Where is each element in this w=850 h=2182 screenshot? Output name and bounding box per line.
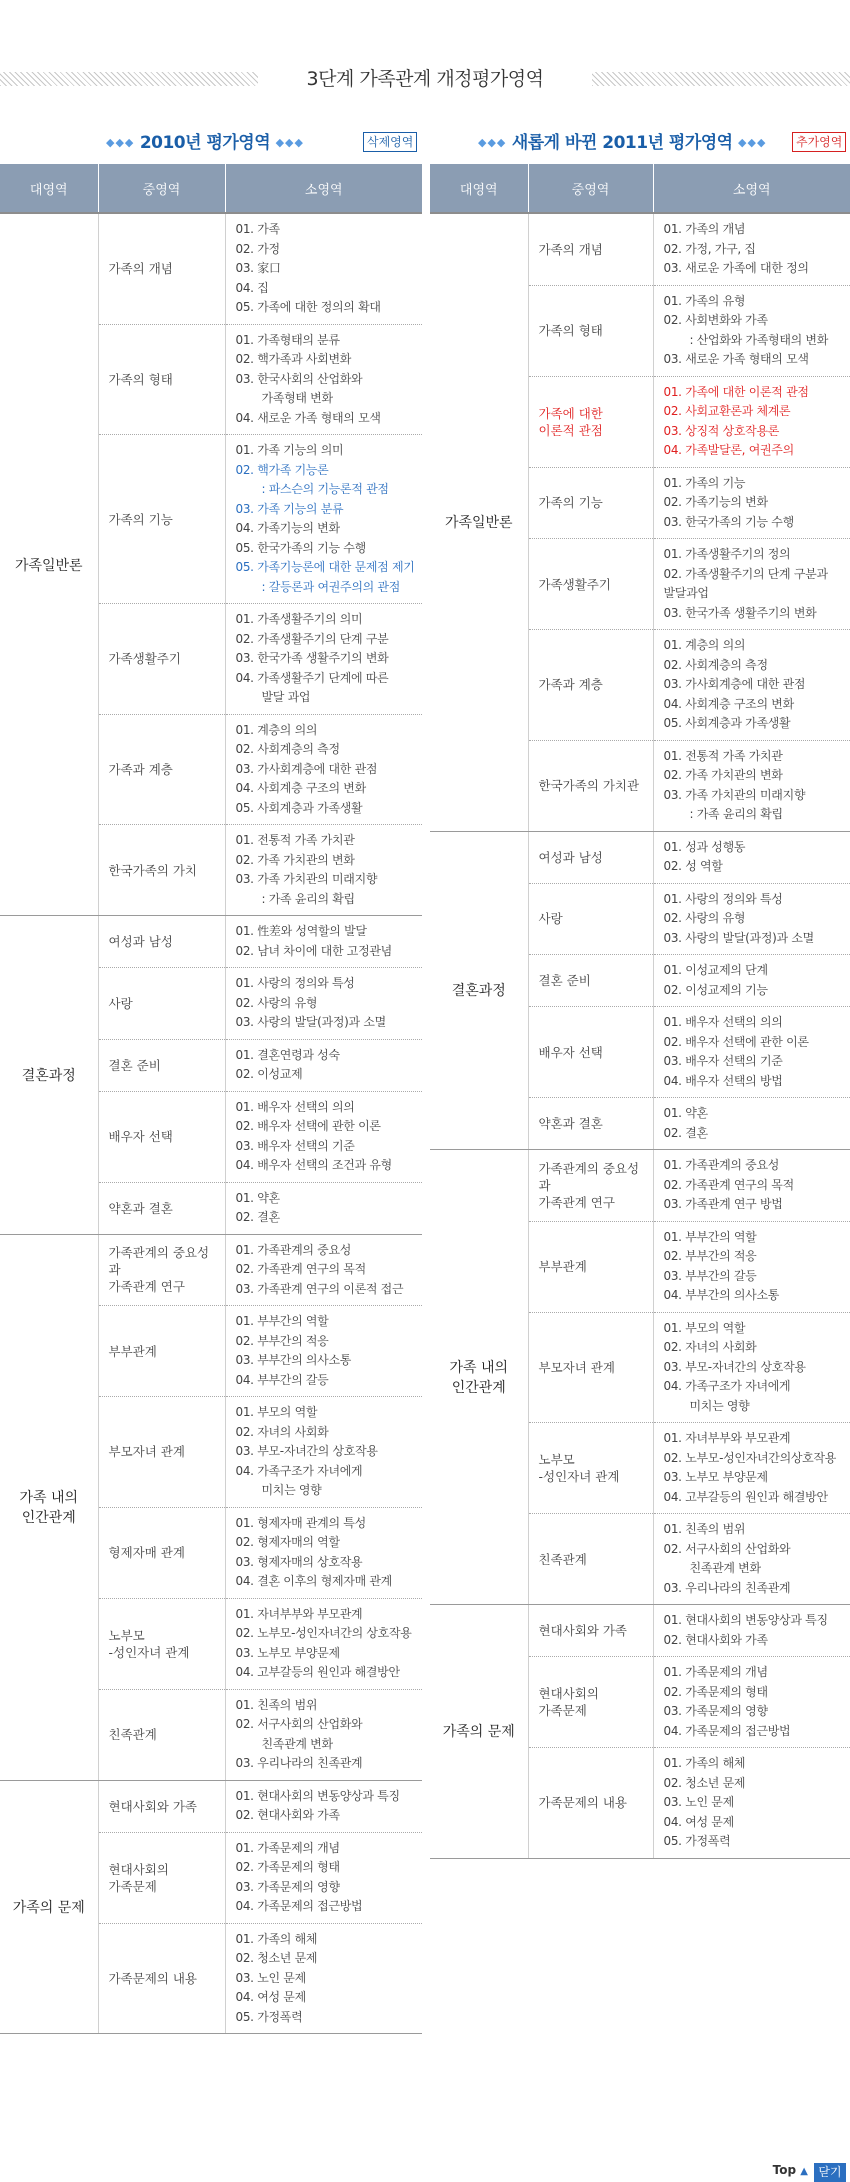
sub-area-item: 01. 성과 성행동	[663, 839, 746, 854]
mid-area-cell: 형제자매 관계	[98, 1507, 225, 1598]
sub-area-cell	[225, 1234, 422, 1306]
sub-area-cell	[225, 1507, 422, 1598]
added-area-badge: 추가영역	[792, 132, 846, 152]
mid-area-cell: 친족관계	[98, 1689, 225, 1780]
sub-area-cell	[225, 1091, 422, 1182]
sub-area-cell	[225, 825, 422, 916]
sub-area-cell	[225, 1780, 422, 1832]
mid-area-cell: 현대사회의 가족문제	[98, 1832, 225, 1923]
table-row	[430, 1605, 850, 1657]
sub-area-item: 01. 자녀부부와 부모관계	[235, 1606, 363, 1621]
major-area-cell: 가족의 문제	[0, 1780, 98, 2034]
sub-area-item: 02. 핵가족 기능론	[235, 462, 329, 477]
sub-area-item: : 갈등론과 여권주의의 관점	[261, 579, 400, 594]
sub-area-item: 04. 부부간의 의사소통	[663, 1288, 780, 1302]
sub-area-cell	[225, 435, 422, 604]
sub-area-item: 02. 가족 가치관의 변화	[235, 852, 355, 867]
table-row	[430, 831, 850, 883]
sub-area-item: 04. 고부갈등의 원인과 해결방안	[235, 1665, 400, 1679]
sub-area-cell	[225, 1039, 422, 1091]
mid-area-cell: 가족의 기능	[528, 467, 653, 539]
sub-area-item: 05. 가족에 대한 정의의 확대	[235, 300, 381, 314]
sub-area-item: 02. 사랑의 유형	[663, 911, 746, 925]
triangle-up-icon: ▲	[800, 2166, 808, 2177]
sub-area-cell	[653, 1098, 850, 1150]
sub-area-item: 02. 가족문제의 형태	[235, 1860, 340, 1874]
sub-area-item: 03. 家口	[235, 261, 281, 275]
sub-area-item: 04. 가족기능의 변화	[235, 521, 340, 535]
diamond-icon: ◆◆◆	[738, 136, 767, 149]
major-area-cell: 가족 내의 인간관계	[430, 1150, 528, 1605]
mid-area-cell: 부부관계	[98, 1306, 225, 1397]
right-title-text: 새롭게 바뀐 2011년 평가영역	[511, 133, 733, 153]
sub-area-item: 발달과업	[663, 586, 709, 600]
mid-area-cell: 가족과 계층	[528, 630, 653, 741]
table-row	[0, 916, 422, 968]
sub-area-cell	[653, 740, 850, 831]
sub-area-cell	[653, 955, 850, 1007]
mid-area-cell: 가족과 계층	[98, 714, 225, 825]
sub-area-cell	[225, 213, 422, 324]
sub-area-item: 01. 가족형태의 분류	[235, 332, 340, 347]
sub-area-item: 01. 전통적 가족 가치관	[663, 748, 783, 763]
sub-area-cell	[653, 1221, 850, 1312]
sub-area-item: 03. 배우자 선택의 기준	[235, 1138, 355, 1153]
sub-area-item: 친족관계 변화	[689, 1561, 761, 1575]
sub-area-item: 05. 가정폭력	[663, 1834, 731, 1848]
major-area-cell: 결혼과정	[0, 916, 98, 1235]
sub-area-item: 03. 한국가족 생활주기의 변화	[663, 605, 817, 620]
sub-area-item: 01. 현대사회의 변동양상과 특징	[663, 1613, 828, 1627]
sub-area-item: 02. 결혼	[235, 1210, 280, 1224]
sub-area-item: 01. 부부간의 역할	[663, 1229, 757, 1244]
sub-area-item: 01. 현대사회의 변동양상과 특징	[235, 1788, 400, 1803]
sub-area-item: 03. 노부모 부양문제	[663, 1470, 768, 1484]
sub-area-item: 03. 노인 문제	[663, 1795, 734, 1809]
sub-area-item: 01. 계층의 의의	[235, 722, 318, 737]
sub-area-cell	[653, 285, 850, 376]
sub-area-item: 04. 가족생활주기 단계에 따른	[235, 670, 389, 685]
sub-area-item: 03. 새로운 가족 형태의 모색	[663, 352, 809, 366]
sub-area-item: 01. 배우자 선택의 의의	[663, 1015, 783, 1029]
mid-area-cell: 가족생활주기	[98, 604, 225, 715]
title-hatch-right	[592, 72, 850, 86]
mid-area-cell: 가족의 개념	[528, 213, 653, 285]
footer	[650, 2163, 850, 2182]
left-section-title	[106, 128, 304, 153]
sub-area-item: 02. 가족기능의 변화	[663, 495, 768, 509]
sub-area-item: 01. 가족의 해체	[663, 1756, 746, 1770]
sub-area-cell	[653, 1657, 850, 1748]
close-button[interactable]: 닫기	[814, 2163, 846, 2182]
sub-area-cell	[225, 1832, 422, 1923]
sub-area-item: 01. 약혼	[235, 1190, 280, 1205]
sub-area-cell	[225, 1397, 422, 1508]
sub-area-item: 01. 가족문제의 개념	[663, 1665, 768, 1679]
mid-area-cell: 가족문제의 내용	[98, 1923, 225, 2034]
sub-area-cell	[225, 324, 422, 435]
mid-area-cell: 가족의 형태	[98, 324, 225, 435]
sub-area-item: : 가족 윤리의 확립	[689, 807, 783, 821]
sub-area-item: 01. 가족의 해체	[235, 1931, 318, 1946]
sub-area-cell	[653, 1423, 850, 1514]
deleted-area-badge: 삭제영역	[363, 132, 417, 152]
page-title: 3단계 가족관계 개정평가영역	[306, 68, 544, 90]
sub-area-item: 04. 부부간의 갈등	[235, 1372, 329, 1387]
sub-area-item: 04. 결혼 이후의 형제자매 관계	[235, 1574, 392, 1588]
sub-area-item: 03. 한국가족 생활주기의 변화	[235, 651, 389, 665]
mid-area-cell: 배우자 선택	[528, 1007, 653, 1098]
sub-area-item: 01. 계층의 의의	[663, 638, 746, 652]
sub-area-cell	[225, 1182, 422, 1234]
sub-area-item: 01. 약혼	[663, 1106, 708, 1120]
sub-area-item: 03. 부부간의 의사소통	[235, 1353, 352, 1367]
sub-area-item: 01. 가족 기능의 의미	[235, 443, 344, 457]
sub-area-item: 03. 사랑의 발달(과정)과 소멸	[663, 930, 814, 945]
major-area-cell: 가족일반론	[0, 213, 98, 916]
sub-area-item: 03. 노부모 부양문제	[235, 1645, 340, 1660]
col-header-mid: 중영역	[528, 164, 653, 213]
sub-area-item: 02. 핵가족과 사회변화	[235, 352, 352, 366]
sub-area-cell	[653, 467, 850, 539]
sub-area-item: 02. 가족 가치관의 변화	[663, 768, 783, 782]
sub-area-item: 05. 가정폭력	[235, 2009, 303, 2024]
sub-area-item: 01. 사랑의 정의와 특성	[235, 976, 355, 990]
sub-area-item: 02. 현대사회와 가족	[235, 1808, 340, 1822]
sub-area-item: 01. 부부간의 역할	[235, 1314, 329, 1328]
sub-area-item: 01. 가족문제의 개념	[235, 1840, 340, 1855]
table-row	[430, 1150, 850, 1222]
sub-area-cell	[225, 1306, 422, 1397]
mid-area-cell: 결혼 준비	[98, 1039, 225, 1091]
sub-area-item: 02. 노부모-성인자녀간의상호작용	[663, 1450, 837, 1465]
table-row	[0, 1780, 422, 1832]
mid-area-cell: 한국가족의 가치	[98, 825, 225, 916]
sub-area-item: 02. 가족관계 연구의 목적	[663, 1177, 794, 1192]
sub-area-item: 01. 친족의 범위	[663, 1522, 746, 1536]
right-section-header	[430, 128, 850, 152]
mid-area-cell: 노부모 -성인자녀 관계	[98, 1598, 225, 1689]
sub-area-cell	[653, 1312, 850, 1423]
sub-area-item: 03. 노인 문제	[235, 1970, 306, 1985]
right-section-title	[478, 128, 766, 153]
sub-area-item: 02. 이성교제의 기능	[663, 982, 768, 997]
sub-area-cell	[225, 1598, 422, 1689]
sub-area-item: 02. 가족문제의 형태	[663, 1684, 768, 1699]
mid-area-cell: 여성과 남성	[528, 831, 653, 883]
mid-area-cell: 한국가족의 가치관	[528, 740, 653, 831]
sub-area-item: 03. 가족관계 연구 방법	[663, 1197, 783, 1211]
sub-area-item: 04. 배우자 선택의 조건과 유형	[235, 1158, 392, 1172]
mid-area-cell: 현대사회와 가족	[528, 1605, 653, 1657]
sub-area-item: 03. 부모-자녀간의 상호작용	[235, 1444, 378, 1458]
sub-area-item: 04. 사회계층 구조의 변화	[663, 696, 794, 711]
mid-area-cell: 노부모 -성인자녀 관계	[528, 1423, 653, 1514]
sub-area-item: 01. 가족생활주기의 정의	[663, 547, 791, 561]
sub-area-item: 03. 가사회계층에 대한 관점	[235, 761, 378, 776]
sub-area-item: 04. 가족문제의 접근방법	[663, 1723, 791, 1738]
sub-area-item: 02. 사회계층의 측정	[663, 657, 768, 672]
table-row	[0, 213, 422, 324]
sub-area-item: 02. 청소년 문제	[235, 1951, 318, 1965]
sub-area-item: 친족관계 변화	[261, 1736, 333, 1751]
sub-area-item: 01. 가족의 유형	[663, 293, 746, 308]
mid-area-cell: 부모자녀 관계	[98, 1397, 225, 1508]
diamond-icon: ◆◆◆	[106, 136, 135, 149]
sub-area-item: 03. 부부간의 갈등	[663, 1268, 757, 1283]
mid-area-cell: 가족의 개념	[98, 213, 225, 324]
sub-area-cell	[225, 604, 422, 715]
mid-area-cell: 가족의 형태	[528, 285, 653, 376]
mid-area-cell: 부모자녀 관계	[528, 1312, 653, 1423]
sub-area-item: : 파스슨의 기능론적 관점	[261, 482, 389, 496]
top-link[interactable]	[773, 2163, 808, 2177]
sub-area-item: 04. 여성 문제	[235, 1990, 306, 2004]
sub-area-item: 02. 결혼	[663, 1125, 708, 1140]
sub-area-item: 01. 이성교제의 단계	[663, 963, 768, 977]
left-title-text: 2010년 평가영역	[139, 133, 271, 153]
diamond-icon: ◆◆◆	[478, 136, 507, 149]
sub-area-item: 03. 사랑의 발달(과정)과 소멸	[235, 1015, 386, 1029]
sub-area-item: 02. 성 역할	[663, 859, 723, 873]
sub-area-item: 가족형태 변화	[261, 391, 333, 405]
sub-area-cell	[653, 1150, 850, 1222]
sub-area-item: 04. 가족구조가 자녀에게	[663, 1379, 791, 1393]
mid-area-cell: 가족에 대한 이론적 관점	[528, 376, 653, 467]
mid-area-cell: 현대사회의 가족문제	[528, 1657, 653, 1748]
mid-area-cell: 약혼과 결혼	[98, 1182, 225, 1234]
sub-area-cell	[653, 1007, 850, 1098]
mid-area-cell: 가족문제의 내용	[528, 1748, 653, 1859]
sub-area-item: 01. 결혼연령과 성숙	[235, 1047, 340, 1062]
sub-area-item: 03. 가사회계층에 대한 관점	[663, 677, 806, 691]
sub-area-item: 02. 가족생활주기의 단계 구분	[235, 631, 389, 646]
sub-area-item: 04. 가족문제의 접근방법	[235, 1899, 363, 1913]
sub-area-item: 01. 가족관계의 중요성	[235, 1242, 352, 1257]
sub-area-item: 01. 가족	[235, 222, 280, 236]
sub-area-item: 02. 사회교환론과 체계론	[663, 404, 791, 418]
sub-area-item: : 산업화와 가족형태의 변화	[689, 332, 828, 347]
sub-area-item: 02. 청소년 문제	[663, 1775, 746, 1790]
sub-area-item: 02. 가족관계 연구의 목적	[235, 1262, 366, 1276]
table-row	[0, 1234, 422, 1306]
sub-area-item: 02. 가정	[235, 241, 280, 256]
sub-area-cell	[653, 1605, 850, 1657]
sub-area-cell	[653, 539, 850, 630]
mid-area-cell: 가족관계의 중요성과 가족관계 연구	[98, 1234, 225, 1306]
sub-area-item: 04. 집	[235, 280, 269, 295]
sub-area-item: 02. 가정, 가구, 집	[663, 241, 756, 256]
mid-area-cell: 약혼과 결혼	[528, 1098, 653, 1150]
sub-area-item: 02. 자녀의 사회화	[663, 1340, 757, 1354]
sub-area-cell	[653, 1748, 850, 1859]
sub-area-item: 03. 한국가족의 기능 수행	[663, 514, 794, 529]
table-row	[430, 213, 850, 285]
col-header-mid: 중영역	[98, 164, 225, 213]
sub-area-item: 미치는 영향	[689, 1398, 750, 1413]
sub-area-item: 03. 형제자매의 상호작용	[235, 1554, 363, 1569]
sub-area-item: 03. 배우자 선택의 기준	[663, 1054, 783, 1068]
col-header-major: 대영역	[0, 164, 98, 213]
sub-area-item: 01. 형제자매 관계의 특성	[235, 1515, 366, 1530]
sub-area-cell	[225, 1923, 422, 2034]
sub-area-item: 02. 배우자 선택에 관한 이론	[663, 1034, 809, 1049]
table-2010	[0, 164, 422, 2034]
title-hatch-left	[0, 72, 258, 86]
sub-area-item: 05. 한국가족의 기능 수행	[235, 540, 366, 555]
sub-area-item: 03. 상징적 상호작용론	[663, 423, 780, 438]
page-title-bar	[0, 68, 850, 90]
major-area-cell: 결혼과정	[430, 831, 528, 1150]
major-area-cell: 가족의 문제	[430, 1605, 528, 1859]
sub-area-item: 05. 사회계층과 가족생활	[663, 716, 791, 730]
sub-area-item: 미치는 영향	[261, 1483, 322, 1497]
sub-area-item: 03. 가족 가치관의 미래지향	[235, 872, 378, 886]
sub-area-item: 02. 사랑의 유형	[235, 995, 318, 1010]
sub-area-item: 01. 친족의 범위	[235, 1697, 318, 1712]
sub-area-item: 02. 부부간의 적응	[663, 1249, 757, 1263]
top-link-label: Top	[772, 2163, 797, 2177]
col-header-major: 대영역	[430, 164, 528, 213]
sub-area-item: 03. 가족 기능의 분류	[235, 501, 344, 516]
sub-area-item: 01. 부모의 역할	[235, 1405, 318, 1419]
sub-area-cell	[653, 883, 850, 955]
sub-area-item: 01. 전통적 가족 가치관	[235, 833, 355, 847]
sub-area-item: : 가족 윤리의 확립	[261, 891, 355, 906]
sub-area-item: 01. 性差와 성역할의 발달	[235, 924, 367, 938]
sub-area-item: 03. 가족관계 연구의 이론적 접근	[235, 1281, 404, 1296]
sub-area-item: 04. 사회계층 구조의 변화	[235, 781, 366, 795]
sub-area-item: 01. 가족생활주기의 의미	[235, 612, 363, 626]
mid-area-cell: 친족관계	[528, 1514, 653, 1605]
sub-area-cell	[653, 831, 850, 883]
sub-area-item: 02. 현대사회와 가족	[663, 1632, 768, 1647]
diamond-icon: ◆◆◆	[275, 136, 304, 149]
sub-area-cell	[225, 714, 422, 825]
sub-area-item: 02. 이성교제	[235, 1067, 303, 1081]
col-header-sub: 소영역	[225, 164, 422, 213]
sub-area-item: 04. 배우자 선택의 방법	[663, 1073, 783, 1088]
left-section-header	[0, 128, 425, 152]
mid-area-cell: 여성과 남성	[98, 916, 225, 968]
mid-area-cell: 가족관계의 중요성과 가족관계 연구	[528, 1150, 653, 1222]
sub-area-item: 01. 사랑의 정의와 특성	[663, 891, 783, 906]
mid-area-cell: 사랑	[528, 883, 653, 955]
sub-area-cell	[225, 1689, 422, 1780]
mid-area-cell: 결혼 준비	[528, 955, 653, 1007]
sub-area-item: 01. 배우자 선택의 의의	[235, 1099, 355, 1114]
sub-area-item: 01. 가족의 개념	[663, 222, 746, 236]
mid-area-cell: 부부관계	[528, 1221, 653, 1312]
sub-area-item: 04. 여성 문제	[663, 1814, 734, 1829]
sub-area-item: 발달 과업	[261, 690, 311, 704]
sub-area-item: 03. 가족문제의 영향	[235, 1879, 340, 1894]
sub-area-item: 04. 가족발달론, 여권주의	[663, 443, 794, 457]
mid-area-cell: 사랑	[98, 968, 225, 1040]
sub-area-item: 05. 사회계층과 가족생활	[235, 800, 363, 815]
sub-area-item: 03. 부모-자녀간의 상호작용	[663, 1359, 806, 1374]
sub-area-item: 04. 새로운 가족 형태의 모색	[235, 410, 381, 425]
sub-area-cell	[653, 376, 850, 467]
sub-area-item: 01. 가족의 기능	[663, 475, 746, 490]
sub-area-item: 03. 우리나라의 친족관계	[663, 1580, 791, 1595]
mid-area-cell: 가족의 기능	[98, 435, 225, 604]
sub-area-item: 01. 가족관계의 중요성	[663, 1158, 780, 1172]
sub-area-item: 01. 자녀부부와 부모관계	[663, 1431, 791, 1445]
sub-area-item: 01. 가족에 대한 이론적 관점	[663, 384, 809, 399]
sub-area-item: 03. 가족 가치관의 미래지향	[663, 787, 806, 802]
sub-area-item: 01. 부모의 역할	[663, 1320, 746, 1335]
table-2011	[430, 164, 850, 1859]
mid-area-cell: 가족생활주기	[528, 539, 653, 630]
col-header-sub: 소영역	[653, 164, 850, 213]
sub-area-item: 02. 가족생활주기의 단계 구분과	[663, 566, 828, 581]
sub-area-item: 02. 서구사회의 산업화와	[663, 1541, 791, 1556]
sub-area-item: 02. 형제자매의 역할	[235, 1535, 340, 1549]
sub-area-item: 02. 사회변화와 가족	[663, 313, 768, 327]
sub-area-cell	[225, 968, 422, 1040]
sub-area-item: 03. 새로운 가족에 대한 정의	[663, 261, 809, 275]
sub-area-item: 02. 남녀 차이에 대한 고정관념	[235, 943, 392, 958]
sub-area-item: 02. 서구사회의 산업화와	[235, 1717, 363, 1731]
sub-area-item: 02. 자녀의 사회화	[235, 1424, 329, 1439]
sub-area-item: 03. 한국사회의 산업화와	[235, 371, 363, 386]
sub-area-cell	[653, 630, 850, 741]
major-area-cell: 가족일반론	[430, 213, 528, 831]
sub-area-item: 02. 부부간의 적응	[235, 1333, 329, 1348]
mid-area-cell: 배우자 선택	[98, 1091, 225, 1182]
sub-area-item: 05. 가족기능론에 대한 문제점 제기	[235, 560, 415, 574]
sub-area-item: 04. 가족구조가 자녀에게	[235, 1463, 363, 1478]
sub-area-cell	[653, 1514, 850, 1605]
sub-area-item: 02. 노부모-성인자녀간의 상호작용	[235, 1626, 412, 1640]
sub-area-item: 02. 배우자 선택에 관한 이론	[235, 1119, 381, 1133]
major-area-cell: 가족 내의 인간관계	[0, 1234, 98, 1780]
sub-area-item: 03. 가족문제의 영향	[663, 1704, 768, 1718]
sub-area-item: 03. 우리나라의 친족관계	[235, 1756, 363, 1770]
mid-area-cell: 현대사회와 가족	[98, 1780, 225, 1832]
sub-area-cell	[225, 916, 422, 968]
sub-area-item: 04. 고부갈등의 원인과 해결방안	[663, 1489, 828, 1504]
sub-area-item: 02. 사회계층의 측정	[235, 742, 340, 756]
sub-area-cell	[653, 213, 850, 285]
